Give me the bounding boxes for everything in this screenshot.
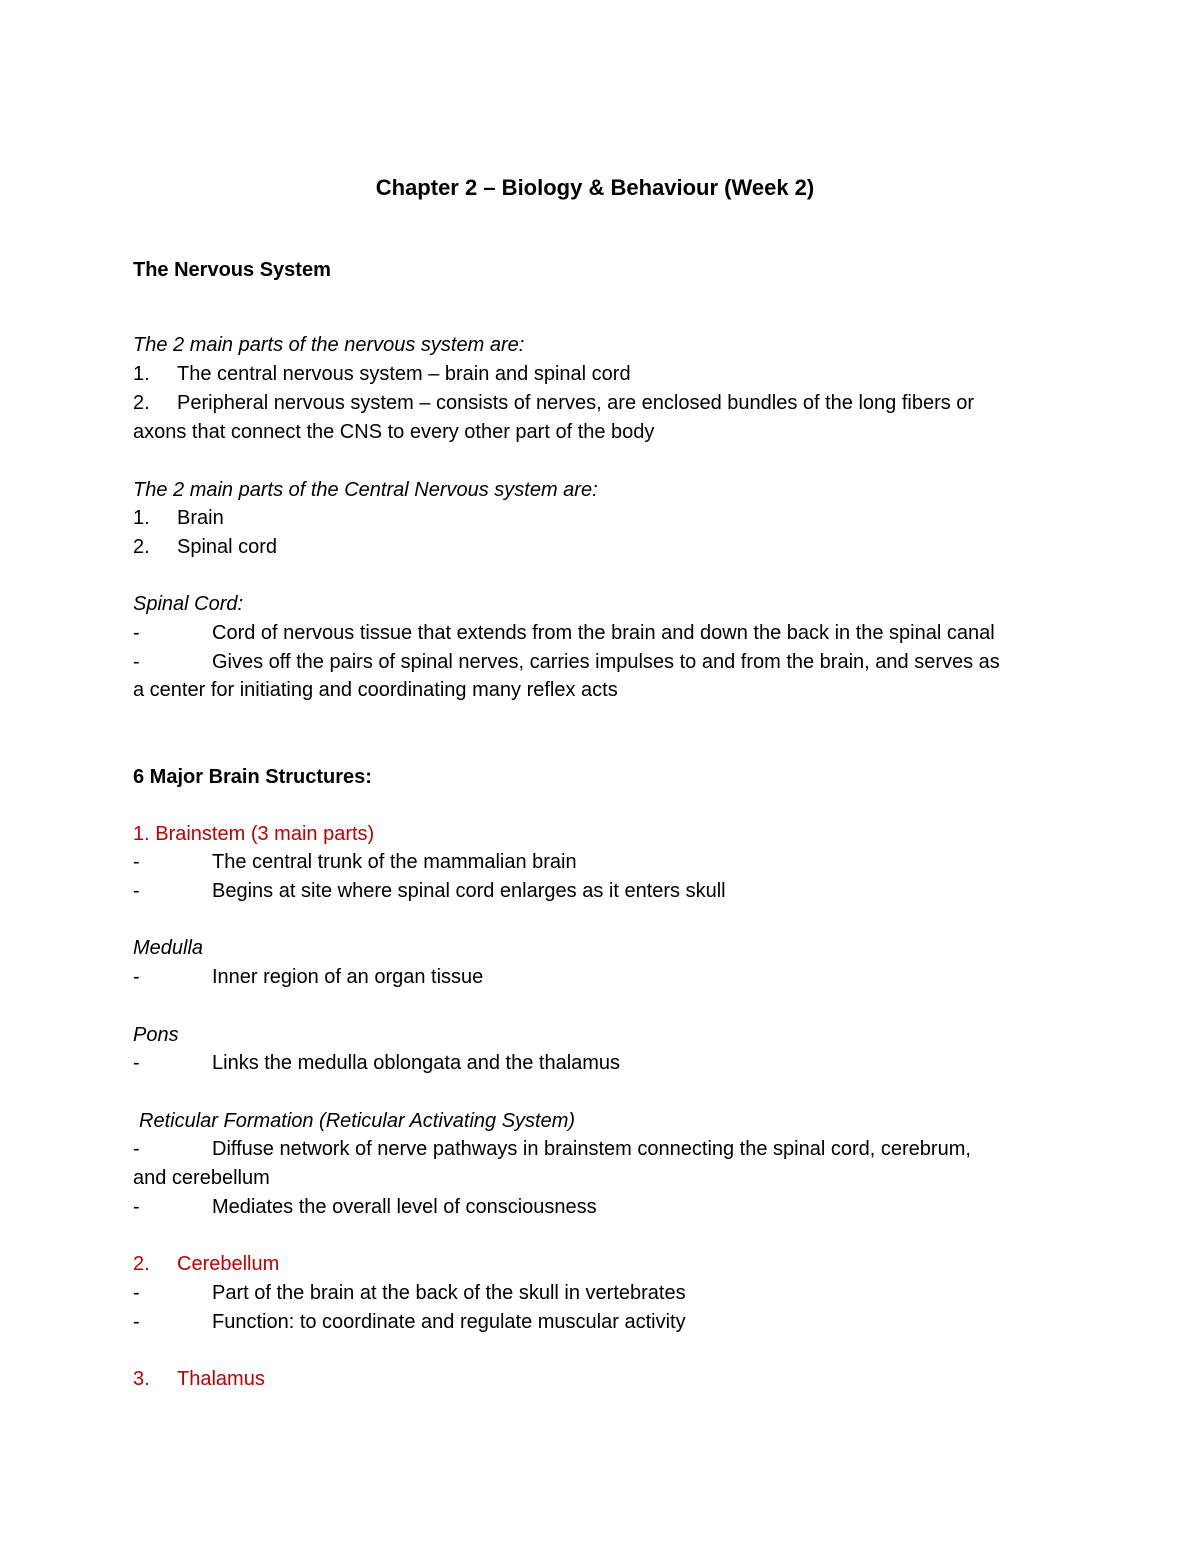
bullet-text: Part of the brain at the back of the skull in vertebrates <box>212 1282 686 1304</box>
nervous-system-intro: The 2 main parts of the nervous system are: <box>133 334 525 356</box>
bullet-item <box>133 878 726 904</box>
bullet-item <box>133 649 1000 675</box>
bullet-dash: - <box>133 1282 140 1304</box>
list-item <box>133 390 974 416</box>
bullet-item <box>133 964 483 990</box>
list-item-continuation: axons that connect the CNS to every other part of the body <box>133 421 655 443</box>
bullet-dash: - <box>133 1052 140 1074</box>
bullet-item <box>133 1309 686 1335</box>
bullet-item <box>133 1136 971 1162</box>
heading-text: Cerebellum <box>177 1253 280 1275</box>
bullet-text: Gives off the pairs of spinal nerves, carries impulses to and from the brain, and serves as <box>212 651 1000 673</box>
heading-text: Thalamus <box>177 1368 265 1390</box>
bullet-dash: - <box>133 651 140 673</box>
bullet-text: Begins at site where spinal cord enlarges as it enters skull <box>212 880 726 902</box>
list-number: 2. <box>133 536 150 558</box>
bullet-dash: - <box>133 966 140 988</box>
bullet-dash: - <box>133 851 140 873</box>
page-title: Chapter 2 – Biology & Behaviour (Week 2) <box>375 175 815 200</box>
bullet-continuation: and cerebellum <box>133 1167 270 1189</box>
list-item <box>133 361 631 387</box>
bullet-item <box>133 1194 597 1220</box>
bullet-item <box>133 849 577 875</box>
list-text: Peripheral nervous system – consists of nerves, are enclosed bundles of the long fibers or <box>177 392 975 414</box>
thalamus-heading <box>133 1366 265 1392</box>
bullet-text: Diffuse network of nerve pathways in brainstem connecting the spinal cord, cerebrum, <box>212 1138 971 1160</box>
cerebellum-heading <box>133 1251 279 1277</box>
list-text: Brain <box>177 507 224 529</box>
bullet-text: Links the medulla oblongata and the thalamus <box>212 1052 621 1074</box>
list-text: The central nervous system – brain and spinal cord <box>177 363 631 385</box>
heading-number: 2. <box>133 1253 150 1275</box>
bullet-item <box>133 1280 686 1306</box>
heading-number: 3. <box>133 1368 150 1390</box>
bullet-dash: - <box>133 1196 140 1218</box>
list-text: Spinal cord <box>177 536 278 558</box>
brainstem-heading: 1. Brainstem (3 main parts) <box>133 823 375 845</box>
cns-intro: The 2 main parts of the Central Nervous system are: <box>133 479 598 501</box>
section-heading-nervous-system: The Nervous System <box>133 259 331 281</box>
bullet-item <box>133 620 995 646</box>
bullet-text: Mediates the overall level of consciousness <box>212 1196 597 1218</box>
bullet-dash: - <box>133 1138 140 1160</box>
section-heading-brain-structures: 6 Major Brain Structures: <box>133 766 372 788</box>
list-item <box>133 505 224 531</box>
bullet-dash: - <box>133 622 140 644</box>
list-item <box>133 534 277 560</box>
bullet-text: The central trunk of the mammalian brain <box>212 851 577 873</box>
pons-heading: Pons <box>133 1024 179 1046</box>
bullet-dash: - <box>133 1311 140 1333</box>
bullet-dash: - <box>133 880 140 902</box>
list-number: 1. <box>133 507 150 529</box>
list-number: 2. <box>133 392 150 414</box>
list-number: 1. <box>133 363 150 385</box>
bullet-text: Inner region of an organ tissue <box>212 966 484 988</box>
bullet-text: Cord of nervous tissue that extends from the brain and down the back in the spinal canal <box>212 622 995 644</box>
bullet-text: Function: to coordinate and regulate muscular activity <box>212 1311 686 1333</box>
medulla-heading: Medulla <box>133 937 204 959</box>
reticular-formation-heading: Reticular Formation (Reticular Activating System) <box>139 1110 576 1132</box>
bullet-item <box>133 1050 620 1076</box>
bullet-continuation: a center for initiating and coordinating many reflex acts <box>133 679 618 701</box>
spinal-cord-heading: Spinal Cord: <box>133 593 244 615</box>
